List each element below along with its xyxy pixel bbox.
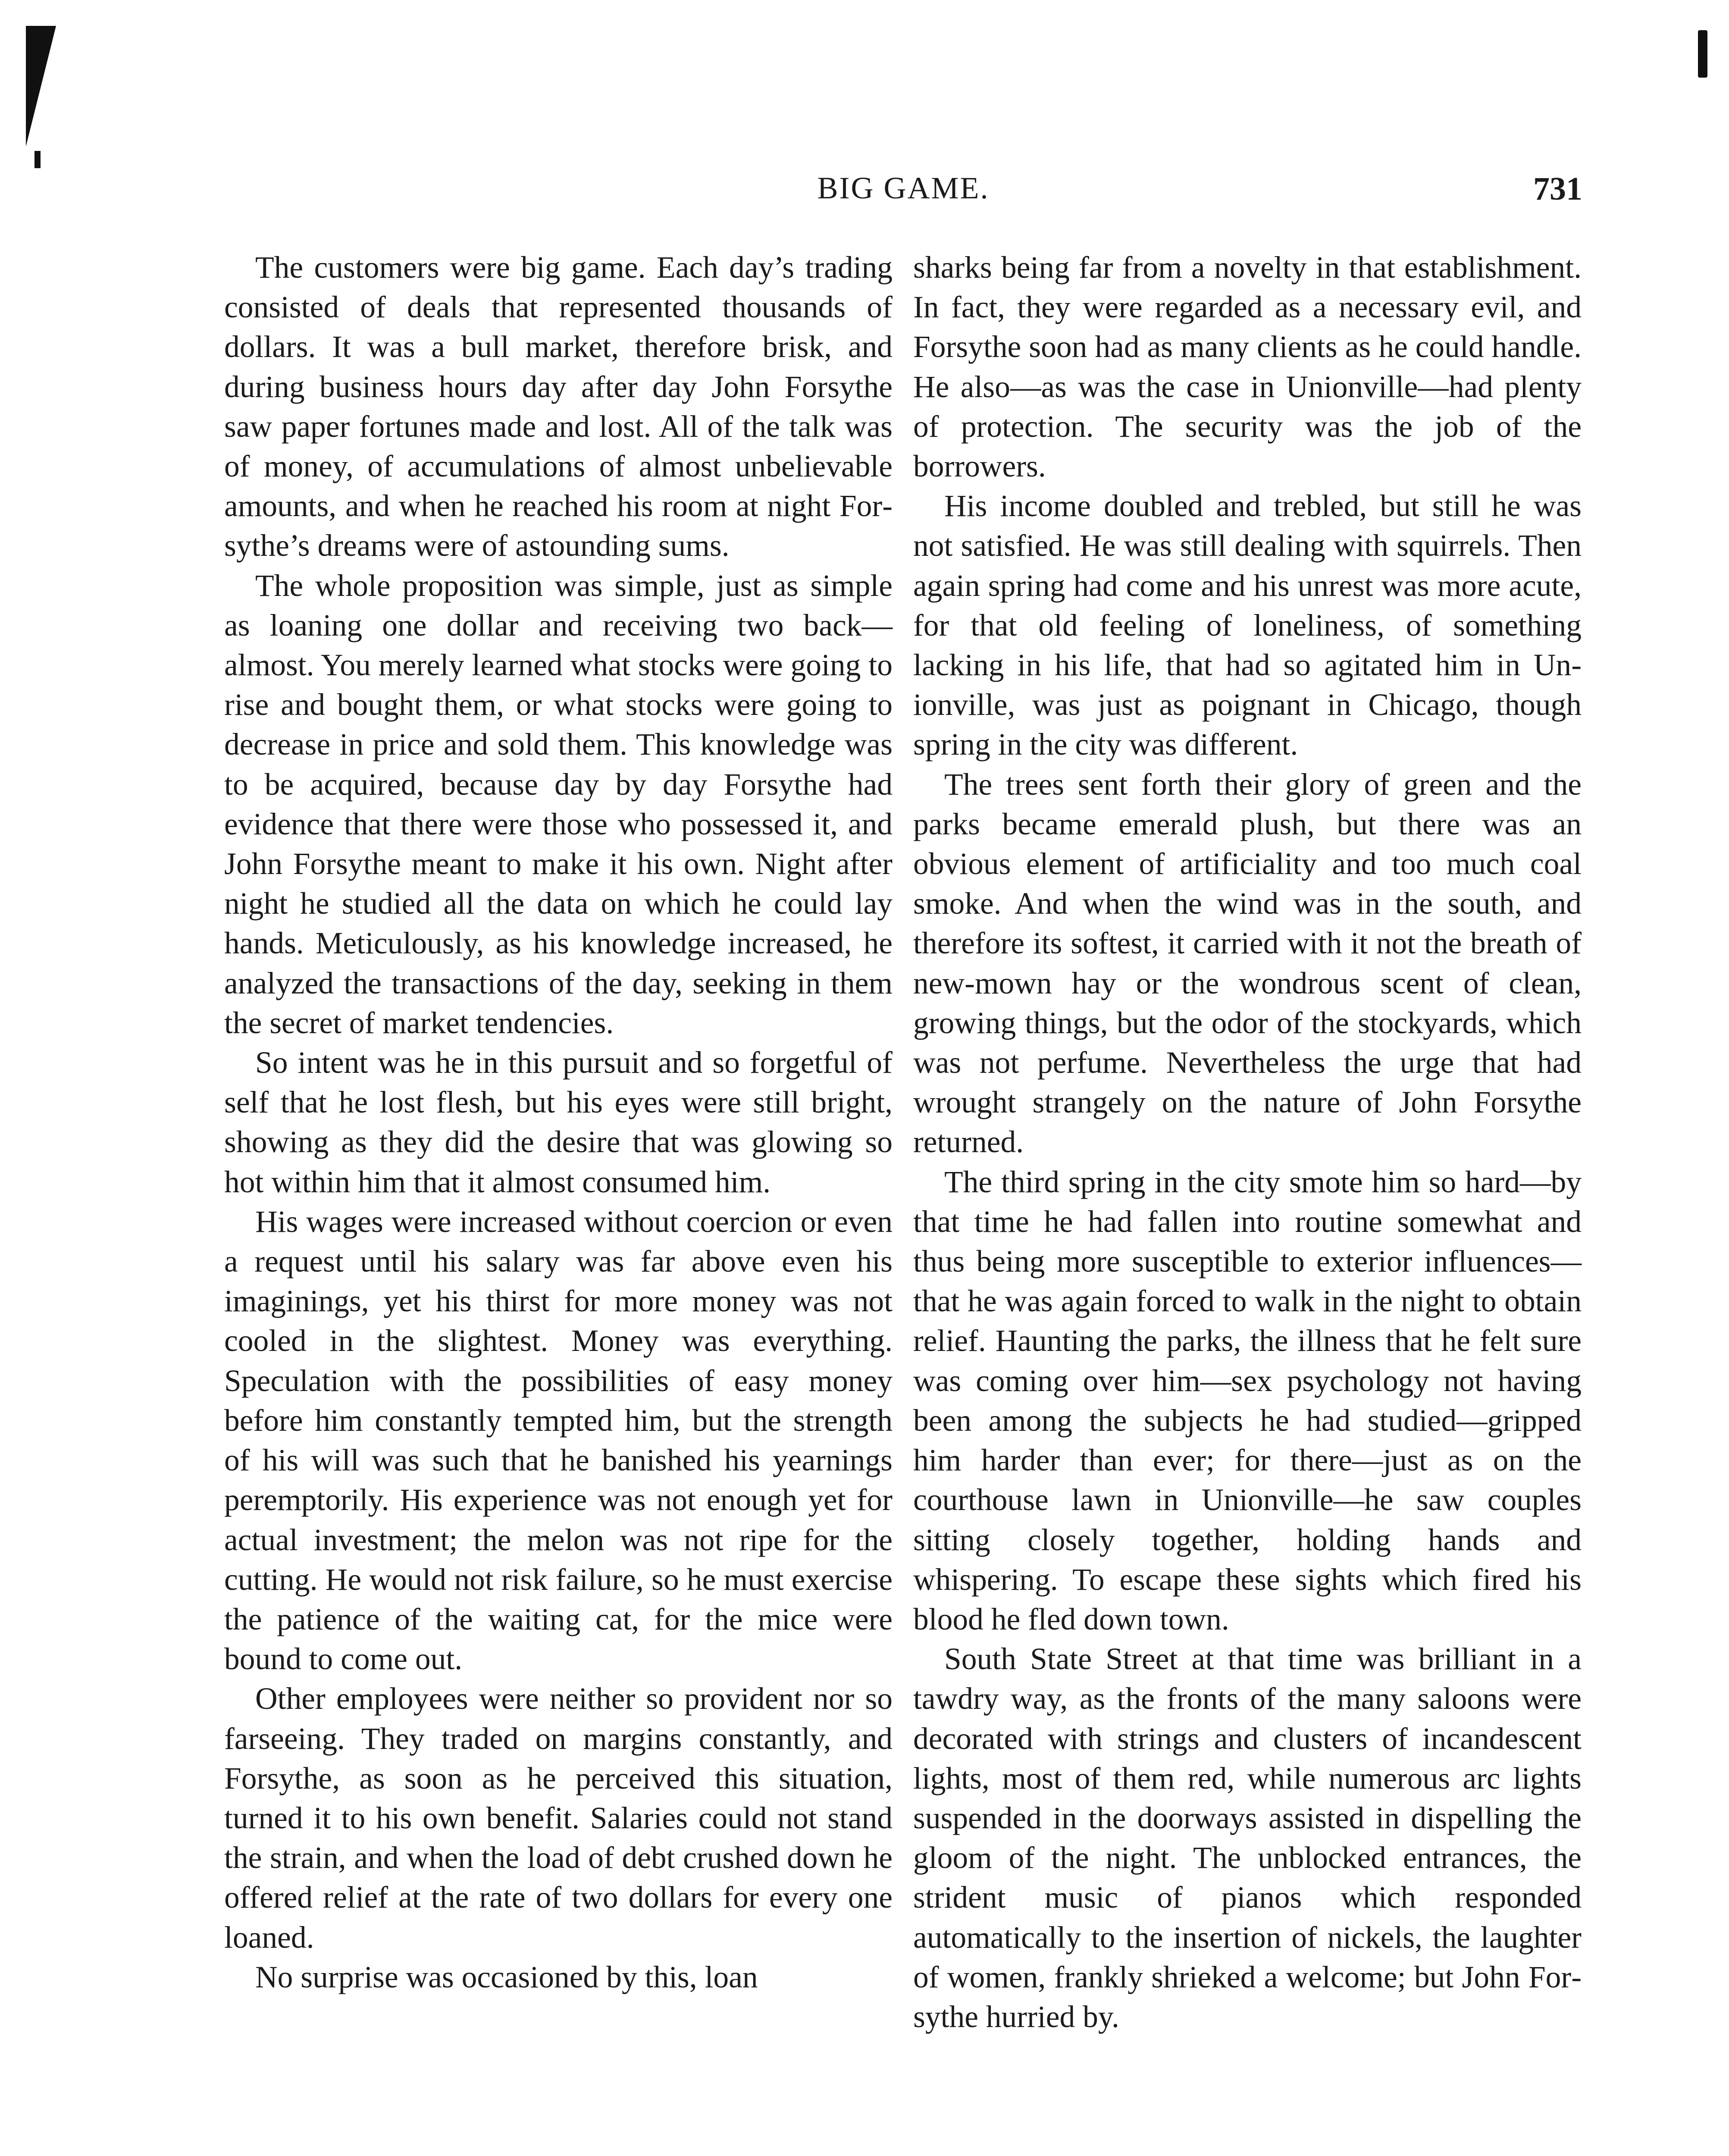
scan-artifact-top-left [26, 26, 65, 147]
paragraph: The customers were big game. Each day’s trading consisted of deals that represented thousands of dollars. It was a bull market, therefore brisk, and during business hours day after day John Forsythe saw paper fortunes made and lost. All of the talk was of money, of accumulations of almost unbelievable amounts, and when he reached his room at night Forsythe’s dreams were of astounding sums. [224, 251, 893, 563]
scan-artifact-left [34, 151, 41, 168]
page-number: 731 [1533, 171, 1582, 207]
paragraph: His wages were increased without coercion or even a request until his salary was far above even his imaginings, yet his thirst for more money was not cooled in the slightest. Money was everything. Speculation with the possibilities of easy money before him constantly tempted him, but the strength of his will was such that he banished his yearnings peremptorily. His experience was not enough yet for actual investment; the melon was not ripe for the cutting. He would not risk failure, so he must exercise the patience of the waiting cat, for the mice were bound to come out. [224, 1204, 893, 1677]
paragraph: The whole proposition was simple, just as simple as loaning one dollar and receiving two back—almost. You merely learned what stocks were going to rise and bought them, or what stocks were going to decrease in price and sold them. This knowledge was to be acquired, because day by day Forsythe had evidence that there were those who possessed it, and John Forsythe meant to make it his own. Night after night he studied all the data on which he could lay hands. Meticulously, as his knowledge increased, he analyzed the transactions of the day, seeking in them the secret of market tendencies. [224, 568, 893, 1040]
paragraph-continued: sharks being far from a novelty in that establishment. In fact, they were regarded as a necessary evil, and Forsythe soon had as many clients as he could handle. He also—as was the case in Unionville—had plenty of protection. The security was the job of the borrowers. [913, 251, 1582, 484]
right-column [913, 248, 1582, 2037]
paragraph: His income doubled and trebled, but still he was not satisfied. He was still dealing with squirrels. Then again spring had come and his unrest was more acute, for that old feeling of loneliness, of something lacking in his life, that had so agitated him in Unionville, was just as poignant in Chicago, though spring in the city was different. [913, 489, 1582, 762]
paragraph: The trees sent forth their glory of green and the parks became emerald plush, but there was an obvious element of artificiality and too much coal smoke. And when the wind was in the south, and therefore its softest, it carried with it not the breath of new-mown hay or the wondrous scent of clean, growing things, but the odor of the stockyards, which was not perfume. Nevertheless the urge that had wrought strangely on the nature of John Forsythe returned. [913, 767, 1582, 1159]
paragraph: South State Street at that time was brilliant in a tawdry way, as the fronts of the many saloons were decorated with strings and clusters of incandescent lights, most of them red, while numerous arc lights suspended in the doorways assisted in dispelling the gloom of the night. The unblocked entrances, the strident music of pianos which responded automatically to the insertion of nickels, the laughter of women, frankly shrieked a welcome; but John Forsythe hurried by. [913, 1642, 1582, 2034]
paragraph: So intent was he in this pursuit and so forgetful of self that he lost flesh, but his eyes were still bright, showing as they did the desire that was glowing so hot within him that it almost consumed him. [224, 1046, 893, 1199]
running-title: BIG GAME. [817, 171, 990, 205]
paragraph: No surprise was occasioned by this, loan [255, 1960, 758, 1994]
paragraph: The third spring in the city smote him so hard—by that time he had fallen into routine somewhat and thus being more susceptible to exterior influences—that he was again forced to walk in the night to obtain relief. Haunting the parks, the illness that he felt sure was coming over him—sex psychology not having been among the subjects he had studied—gripped him harder than ever; for there—just as on the courthouse lawn in Unionville—he saw couples sitting closely together, holding hands and whispering. To escape these sights which fired his blood he fled down town. [913, 1165, 1582, 1636]
left-column [224, 248, 893, 1997]
page-header [224, 170, 1582, 218]
paragraph: Other employees were neither so provident nor so farseeing. They traded on margins constantly, and Forsythe, as soon as he perceived this situation, turned it to his own benefit. Salaries could not stand the strain, and when the load of debt crushed down he offered relief at the rate of two dollars for every one loaned. [224, 1682, 893, 1955]
scan-artifact-top-right [1698, 30, 1707, 78]
